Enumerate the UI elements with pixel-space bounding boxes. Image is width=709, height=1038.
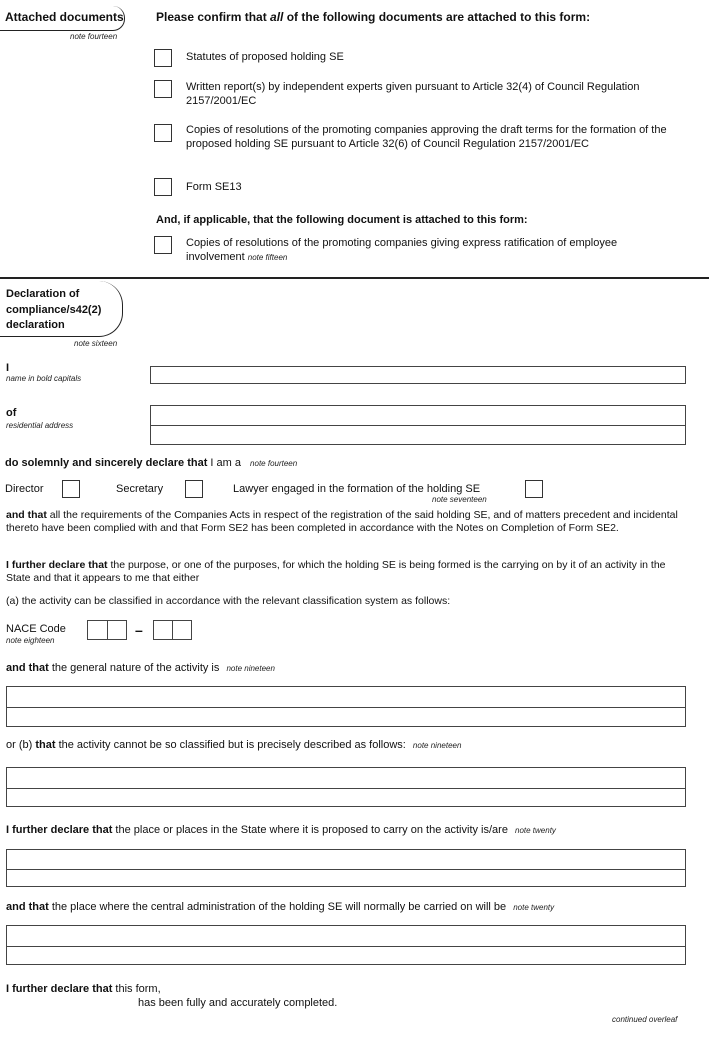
- para-classified: (a) the activity can be classified in accordance with the relevant classification system as follows:: [6, 595, 451, 607]
- nace-label: NACE Code: [6, 623, 66, 635]
- para-requirements-rest: all the requirements of the Companies Acts in respect of the registration of the said holding SE, and of matters precedent and incidental thereto have been complied with and that Form SE2 has been completed in accordance with the Notes on Completion of Form SE2.: [6, 509, 678, 534]
- continued-overleaf: continued overleaf: [612, 1015, 678, 1024]
- final-rest: this form,: [112, 983, 161, 995]
- role-secretary-label: Secretary: [116, 483, 164, 495]
- solemn-line: [5, 457, 297, 469]
- attached-item-employee-involvement: [186, 236, 656, 265]
- attached-documents-tab: [0, 6, 125, 31]
- central-administration-field[interactable]: [6, 925, 686, 965]
- of-note: residential address: [6, 421, 74, 430]
- attached-heading-em: all: [270, 10, 284, 24]
- checkbox-director[interactable]: [62, 480, 80, 498]
- para-purpose-bold: I further declare that: [6, 559, 108, 571]
- nature-note: note nineteen: [226, 664, 275, 673]
- orb-pre: or (b): [6, 739, 36, 751]
- checkbox-secretary[interactable]: [185, 480, 203, 498]
- residential-address-field[interactable]: [150, 405, 686, 445]
- attached-item-form-se13: Form SE13: [186, 181, 242, 193]
- nature-rest: the general nature of the activity is: [48, 662, 220, 674]
- general-nature-field[interactable]: [6, 686, 686, 727]
- central-line: [6, 901, 554, 913]
- place-note: note twenty: [515, 826, 556, 835]
- solemn-rest: I am a: [207, 457, 241, 469]
- para-requirements-bold: and that: [6, 509, 47, 521]
- checkbox-resolutions-draft[interactable]: [154, 124, 172, 142]
- nace-dash: –: [135, 622, 143, 638]
- orb-note: note nineteen: [412, 741, 462, 750]
- declaration-tab-line2: compliance/s42(2): [6, 304, 102, 316]
- orb-rest: the activity cannot be so classified but is precisely described as follows:: [55, 739, 406, 751]
- applicable-heading: And, if applicable, that the following document is attached to this form:: [156, 214, 528, 226]
- central-bold: and that: [6, 901, 49, 913]
- solemn-bold: do solemnly and sincerely declare that: [5, 457, 208, 469]
- declaration-tab: [0, 281, 123, 337]
- final-line: [6, 983, 161, 995]
- central-note: note twenty: [513, 903, 555, 912]
- orb-line: [6, 739, 461, 751]
- attached-documents-title: Attached documents: [5, 10, 124, 24]
- employee-involvement-note: note fifteen: [247, 253, 288, 262]
- role-lawyer-note: note seventeen: [432, 495, 487, 504]
- para-purpose: [6, 559, 690, 585]
- nature-bold: and that: [6, 662, 49, 674]
- attached-item-expert-reports: Written report(s) by independent experts given pursuant to Article 32(4) of Council Regulation 2157/2001/EC: [186, 81, 640, 107]
- checkbox-statutes[interactable]: [154, 49, 172, 67]
- i-label: I: [6, 362, 10, 374]
- checkbox-employee-involvement[interactable]: [154, 236, 172, 254]
- attached-heading-pre: Please confirm that: [156, 10, 271, 24]
- attached-documents-note: note fourteen: [70, 32, 118, 41]
- nature-line: [6, 662, 275, 674]
- section-divider: [0, 277, 709, 279]
- i-note: name in bold capitals: [6, 374, 82, 383]
- checkbox-lawyer[interactable]: [525, 480, 543, 498]
- central-rest: the place where the central administration of the holding SE will normally be carried on will be: [48, 901, 507, 913]
- role-director-label: Director: [5, 483, 44, 495]
- attached-heading-post: of the following documents are attached to this form:: [283, 10, 591, 24]
- of-label: of: [6, 407, 17, 419]
- para-requirements: [6, 509, 690, 535]
- place-bold: I further declare that: [6, 824, 113, 836]
- nace-note: note eighteen: [6, 636, 55, 645]
- final-bold: I further declare that: [6, 983, 113, 995]
- nace-code-part1[interactable]: [87, 620, 127, 640]
- nace-code-part2[interactable]: [153, 620, 192, 640]
- activity-place-field[interactable]: [6, 849, 686, 887]
- activity-description-field[interactable]: [6, 767, 686, 807]
- place-rest: the place or places in the State where it is proposed to carry on the activity is/are: [112, 824, 508, 836]
- name-field[interactable]: [150, 366, 686, 384]
- para-purpose-rest: the purpose, or one of the purposes, for which the holding SE is being formed is the carrying on by it of an activity in the State and that it appears to me that either: [6, 559, 666, 584]
- checkbox-form-se13[interactable]: [154, 178, 172, 196]
- orb-bold: that: [35, 739, 56, 751]
- attached-item-resolutions-draft: Copies of resolutions of the promoting companies approving the draft terms for the formation of the proposed holding SE pursuant to Article 32(6) of Council Regulation 2157/2001/EC: [186, 124, 667, 150]
- checkbox-expert-reports[interactable]: [154, 80, 172, 98]
- role-lawyer-label: Lawyer engaged in the formation of the holding SE: [233, 483, 481, 495]
- attached-heading: [156, 10, 590, 24]
- declaration-tab-note: note sixteen: [74, 339, 118, 348]
- attached-item-statutes: Statutes of proposed holding SE: [186, 51, 344, 63]
- solemn-note: note fourteen: [250, 459, 298, 468]
- declaration-tab-line3: declaration: [6, 319, 65, 331]
- place-line: [6, 824, 556, 836]
- employee-involvement-text: Copies of resolutions of the promoting companies giving express ratification of employee involvement: [186, 237, 618, 263]
- final-line-2: has been fully and accurately completed.: [138, 997, 338, 1009]
- declaration-tab-line1: Declaration of: [6, 288, 80, 300]
